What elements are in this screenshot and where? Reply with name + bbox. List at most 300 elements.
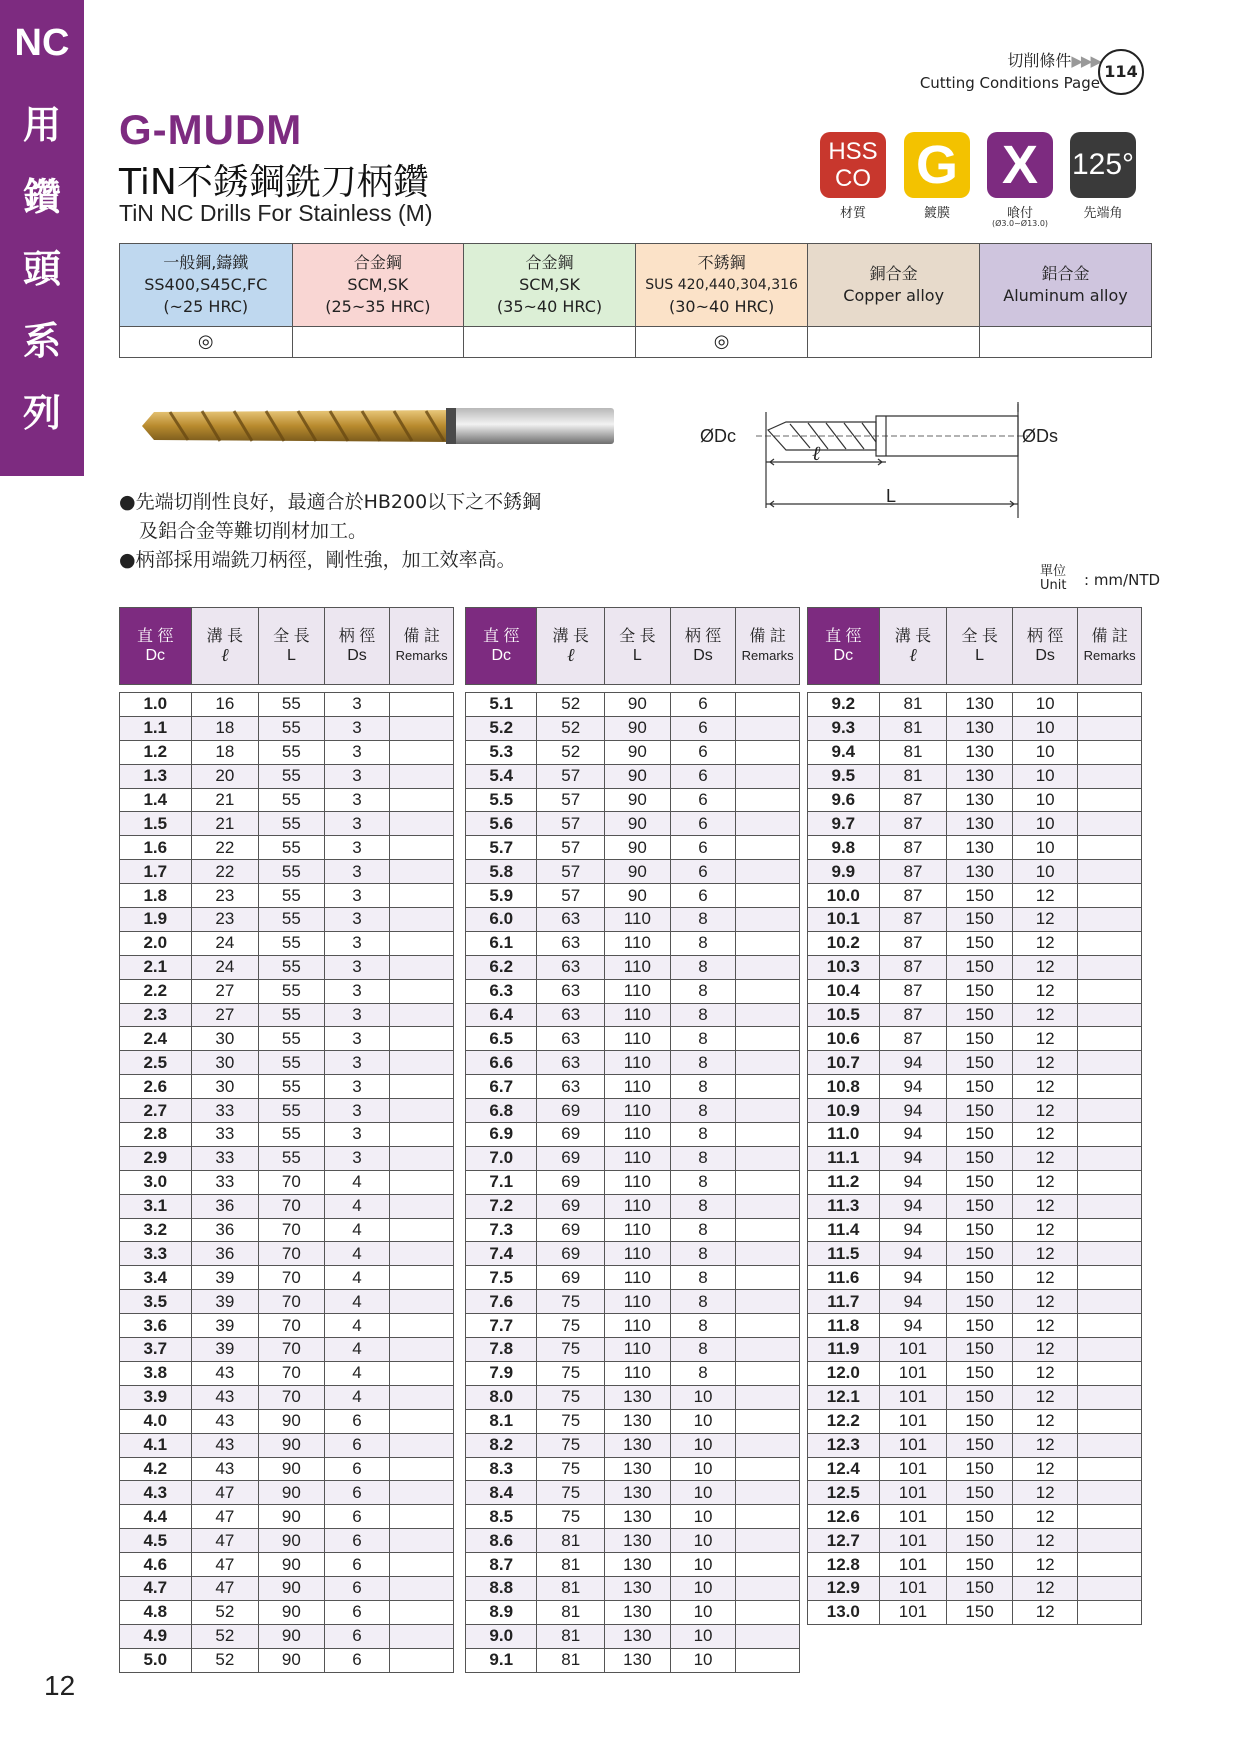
shank-diameter-cell: 10: [670, 1505, 736, 1529]
overall-length-cell: 70: [259, 1338, 325, 1362]
overall-length-cell: 90: [604, 716, 670, 740]
table-row: [466, 1003, 800, 1027]
column-header-zh: 全 長: [273, 628, 310, 645]
table-row: [466, 1600, 800, 1624]
diameter-cell: 8.8: [466, 1576, 537, 1600]
shank-diameter-cell: 6: [670, 716, 736, 740]
remarks-cell: [390, 1146, 454, 1170]
diameter-cell: 2.9: [120, 1146, 192, 1170]
shank-diameter-cell: 12: [1012, 1433, 1077, 1457]
remarks-cell: [736, 1314, 800, 1338]
diameter-cell: 4.7: [120, 1576, 192, 1600]
diameter-cell: 6.2: [466, 955, 537, 979]
diameter-cell: 2.1: [120, 955, 192, 979]
overall-length-cell: 150: [947, 955, 1013, 979]
overall-length-cell: 150: [947, 1338, 1013, 1362]
table-row: [808, 1027, 1142, 1051]
shank-diameter-cell: 3: [324, 1075, 390, 1099]
shank-diameter-cell: 8: [670, 1242, 736, 1266]
diameter-cell: 2.2: [120, 979, 192, 1003]
flute-length-cell: 69: [537, 1266, 604, 1290]
remarks-cell: [736, 908, 800, 932]
diameter-cell: 3.9: [120, 1385, 192, 1409]
table-row: [808, 884, 1142, 908]
table-header-row: [120, 608, 454, 685]
overall-length-cell: 110: [604, 1170, 670, 1194]
remarks-cell: [736, 1433, 800, 1457]
remarks-cell: [736, 1481, 800, 1505]
remarks-cell: [390, 788, 454, 812]
remarks-cell: [1078, 931, 1142, 955]
shank-diameter-cell: 12: [1012, 1361, 1077, 1385]
overall-length-cell: 130: [604, 1553, 670, 1577]
diameter-cell: 5.9: [466, 884, 537, 908]
material-suitability: [979, 327, 1151, 358]
material-suitability: [464, 327, 636, 358]
remarks-cell: [736, 1361, 800, 1385]
header-separator: [120, 685, 454, 693]
overall-length-cell: 150: [947, 908, 1013, 932]
remarks-cell: [1078, 1529, 1142, 1553]
table-row: [120, 1481, 454, 1505]
remarks-cell: [736, 1409, 800, 1433]
diameter-cell: 10.3: [808, 955, 880, 979]
drill-image: [140, 398, 640, 454]
overall-length-cell: 150: [947, 1051, 1013, 1075]
material-spec: SCM,SK: [347, 275, 409, 294]
table-row: [466, 1099, 800, 1123]
column-header: [1078, 608, 1142, 685]
flute-length-cell: 87: [879, 788, 947, 812]
shank-diameter-cell: 3: [324, 812, 390, 836]
column-header-zh: 直 徑: [483, 628, 520, 645]
shank-diameter-cell: 4: [324, 1290, 390, 1314]
diameter-cell: 5.0: [120, 1648, 192, 1672]
overall-length-cell: 110: [604, 908, 670, 932]
remarks-cell: [390, 1457, 454, 1481]
shank-diameter-cell: 10: [670, 1457, 736, 1481]
flute-length-cell: 22: [191, 860, 259, 884]
table-row: [466, 1266, 800, 1290]
overall-length-cell: 55: [259, 931, 325, 955]
shank-diameter-cell: 12: [1012, 1314, 1077, 1338]
material-spec: SCM,SK: [519, 275, 580, 294]
diameter-cell: 8.3: [466, 1457, 537, 1481]
product-code: G-MUDM: [119, 106, 303, 153]
diameter-cell: 9.0: [466, 1624, 537, 1648]
shank-diameter-cell: 3: [324, 1123, 390, 1147]
remarks-cell: [1078, 1314, 1142, 1338]
table-row: [466, 1338, 800, 1362]
table-row: [808, 1170, 1142, 1194]
overall-length-cell: 130: [604, 1457, 670, 1481]
shank-diameter-cell: 3: [324, 788, 390, 812]
diameter-cell: 6.5: [466, 1027, 537, 1051]
diameter-cell: 8.5: [466, 1505, 537, 1529]
shank-diameter-cell: 3: [324, 860, 390, 884]
remarks-cell: [736, 1505, 800, 1529]
diameter-cell: 10.4: [808, 979, 880, 1003]
cutting-conditions-link[interactable]: [920, 50, 1100, 94]
shank-diameter-cell: 6: [324, 1576, 390, 1600]
cutting-conditions-en: Cutting Conditions Page: [919, 74, 1100, 92]
overall-length-cell: 55: [259, 1123, 325, 1147]
table-row: [808, 836, 1142, 860]
diameter-cell: 11.3: [808, 1194, 880, 1218]
table-row: [466, 1146, 800, 1170]
table-row: [808, 1481, 1142, 1505]
column-header: [736, 608, 800, 685]
remarks-cell: [736, 1194, 800, 1218]
overall-length-cell: 110: [604, 979, 670, 1003]
remarks-cell: [390, 836, 454, 860]
diameter-cell: 10.9: [808, 1099, 880, 1123]
remarks-cell: [1078, 716, 1142, 740]
diameter-cell: 6.4: [466, 1003, 537, 1027]
overall-length-cell: 130: [947, 812, 1013, 836]
column-header-zh: 直 徑: [825, 628, 862, 645]
column-header-en: Remarks: [1083, 648, 1136, 663]
remarks-cell: [390, 1194, 454, 1218]
diameter-cell: 7.0: [466, 1146, 537, 1170]
diameter-cell: 12.6: [808, 1505, 880, 1529]
remarks-cell: [390, 860, 454, 884]
overall-length-cell: 55: [259, 1003, 325, 1027]
table-row: [466, 764, 800, 788]
remarks-cell: [1078, 1290, 1142, 1314]
shank-diameter-cell: 4: [324, 1242, 390, 1266]
diameter-cell: 2.7: [120, 1099, 192, 1123]
page-number: 12: [44, 1670, 76, 1701]
overall-length-cell: 150: [947, 979, 1013, 1003]
remarks-cell: [1078, 740, 1142, 764]
table-row: [120, 1338, 454, 1362]
cutting-conditions-page-number[interactable]: 114: [1098, 49, 1144, 95]
diameter-cell: 8.9: [466, 1600, 537, 1624]
table-row: [466, 955, 800, 979]
table-row: [120, 1075, 454, 1099]
diameter-cell: 6.3: [466, 979, 537, 1003]
material-hrc: (35~40 HRC): [496, 297, 603, 316]
diameter-cell: 9.8: [808, 836, 880, 860]
diameter-cell: 9.9: [808, 860, 880, 884]
diameter-cell: 3.8: [120, 1361, 192, 1385]
feature-list: [119, 488, 541, 575]
overall-length-cell: 55: [259, 764, 325, 788]
diameter-cell: 9.5: [808, 764, 880, 788]
shank-diameter-cell: 6: [670, 836, 736, 860]
overall-length-cell: 130: [604, 1648, 670, 1672]
overall-length-cell: 90: [259, 1576, 325, 1600]
overall-length-cell: 70: [259, 1242, 325, 1266]
diameter-cell: 12.1: [808, 1385, 880, 1409]
column-header: [879, 608, 947, 685]
table-row: [808, 740, 1142, 764]
diameter-cell: 12.4: [808, 1457, 880, 1481]
diameter-cell: 5.1: [466, 693, 537, 717]
overall-length-cell: 110: [604, 1314, 670, 1338]
diameter-cell: 9.3: [808, 716, 880, 740]
column-header-zh: 備 註: [403, 628, 440, 645]
overall-length-cell: 150: [947, 1409, 1013, 1433]
remarks-cell: [736, 1123, 800, 1147]
overall-length-cell: 150: [947, 1433, 1013, 1457]
badge-sub: (Ø3.0~Ø13.0): [991, 219, 1049, 228]
shank-diameter-cell: 12: [1012, 1409, 1077, 1433]
shank-diameter-cell: 8: [670, 1146, 736, 1170]
table-row: [120, 1576, 454, 1600]
flute-length-cell: 57: [537, 860, 604, 884]
shank-diameter-cell: 3: [324, 884, 390, 908]
diameter-cell: 7.1: [466, 1170, 537, 1194]
flute-length-cell: 94: [879, 1194, 947, 1218]
shank-diameter-cell: 6: [324, 1529, 390, 1553]
shank-diameter-cell: 12: [1012, 955, 1077, 979]
overall-length-cell: 150: [947, 884, 1013, 908]
shank-diameter-cell: 6: [324, 1481, 390, 1505]
table-row: [808, 1576, 1142, 1600]
flute-length-cell: 33: [191, 1099, 259, 1123]
diameter-cell: 2.5: [120, 1051, 192, 1075]
flute-length-cell: 81: [879, 740, 947, 764]
table-row: [466, 1481, 800, 1505]
diameter-cell: 12.0: [808, 1361, 880, 1385]
flute-length-cell: 63: [537, 1027, 604, 1051]
table-row: [120, 812, 454, 836]
shank-diameter-cell: 4: [324, 1385, 390, 1409]
remarks-cell: [736, 1266, 800, 1290]
table-row: [120, 1266, 454, 1290]
table-row: [120, 1433, 454, 1457]
material-suitability: ◎: [120, 327, 293, 358]
remarks-cell: [1078, 1218, 1142, 1242]
table-row: [466, 1385, 800, 1409]
flute-length-cell: 94: [879, 1218, 947, 1242]
overall-length-cell: 130: [947, 860, 1013, 884]
shank-diameter-cell: 12: [1012, 1505, 1077, 1529]
flute-length-cell: 39: [191, 1266, 259, 1290]
remarks-cell: [390, 1027, 454, 1051]
remarks-cell: [390, 1338, 454, 1362]
flute-length-cell: 22: [191, 836, 259, 860]
shank-diameter-cell: 12: [1012, 1266, 1077, 1290]
table-row: [120, 1099, 454, 1123]
diameter-cell: 11.4: [808, 1218, 880, 1242]
remarks-cell: [390, 740, 454, 764]
overall-length-cell: 90: [259, 1624, 325, 1648]
table-row: [466, 1529, 800, 1553]
diameter-cell: 12.8: [808, 1553, 880, 1577]
diameter-cell: 6.8: [466, 1099, 537, 1123]
flute-length-cell: 69: [537, 1218, 604, 1242]
overall-length-cell: 150: [947, 1099, 1013, 1123]
shank-diameter-cell: 6: [670, 693, 736, 717]
diameter-cell: 2.0: [120, 931, 192, 955]
overall-length-cell: 150: [947, 1600, 1013, 1624]
table-row: [466, 931, 800, 955]
overall-length-cell: 130: [604, 1409, 670, 1433]
column-header: [1012, 608, 1077, 685]
flute-length-cell: 101: [879, 1338, 947, 1362]
table-row: [120, 1385, 454, 1409]
diameter-cell: 8.7: [466, 1553, 537, 1577]
overall-length-cell: 70: [259, 1361, 325, 1385]
shank-diameter-cell: 8: [670, 1123, 736, 1147]
flute-length-cell: 52: [537, 716, 604, 740]
remarks-cell: [1078, 1361, 1142, 1385]
table-row: [466, 1433, 800, 1457]
shank-diameter-cell: 3: [324, 693, 390, 717]
badge-label: 喰付: [1006, 206, 1033, 221]
unit-value: : mm/NTD: [1084, 571, 1161, 589]
shank-diameter-cell: 10: [670, 1529, 736, 1553]
diameter-cell: 3.7: [120, 1338, 192, 1362]
shank-diameter-cell: 6: [324, 1600, 390, 1624]
diameter-cell: 10.0: [808, 884, 880, 908]
overall-length-cell: 55: [259, 812, 325, 836]
table-row: [120, 979, 454, 1003]
flute-length-cell: 21: [191, 812, 259, 836]
column-header-zh: 全 長: [619, 628, 656, 645]
flute-length-cell: 43: [191, 1385, 259, 1409]
shank-diameter-cell: 12: [1012, 1242, 1077, 1266]
flute-length-cell: 75: [537, 1409, 604, 1433]
column-header-zh: 直 徑: [137, 628, 174, 645]
remarks-cell: [1078, 1027, 1142, 1051]
shank-diameter-cell: 8: [670, 955, 736, 979]
flute-length-cell: 36: [191, 1218, 259, 1242]
table-header-row: [466, 608, 800, 685]
flute-length-cell: 30: [191, 1027, 259, 1051]
flute-length-cell: 69: [537, 1146, 604, 1170]
remarks-cell: [736, 1051, 800, 1075]
arrow-icons: ▶▶▶: [1071, 52, 1100, 70]
table-row: [808, 979, 1142, 1003]
diameter-cell: 1.9: [120, 908, 192, 932]
overall-length-cell: 55: [259, 1051, 325, 1075]
remarks-cell: [1078, 955, 1142, 979]
table-row: [808, 693, 1142, 717]
shank-diameter-cell: 12: [1012, 1481, 1077, 1505]
remarks-cell: [736, 1648, 800, 1672]
shank-diameter-cell: 8: [670, 1290, 736, 1314]
overall-length-cell: 150: [947, 1505, 1013, 1529]
overall-length-cell: 150: [947, 1242, 1013, 1266]
flute-length-cell: 81: [537, 1600, 604, 1624]
overall-length-cell: 110: [604, 1003, 670, 1027]
flute-length-cell: 63: [537, 1051, 604, 1075]
table-row: [808, 1433, 1142, 1457]
shank-diameter-cell: 12: [1012, 1170, 1077, 1194]
flute-length-cell: 69: [537, 1194, 604, 1218]
diameter-cell: 3.2: [120, 1218, 192, 1242]
shank-diameter-cell: 12: [1012, 1146, 1077, 1170]
table-row: [808, 812, 1142, 836]
remarks-cell: [736, 1218, 800, 1242]
shank-diameter-cell: 10: [1012, 716, 1077, 740]
shank-diameter-cell: 12: [1012, 1003, 1077, 1027]
table-row: [808, 1553, 1142, 1577]
column-header-zh: 全 長: [961, 628, 998, 645]
diameter-cell: 11.9: [808, 1338, 880, 1362]
flute-length-cell: 57: [537, 812, 604, 836]
shank-diameter-cell: 12: [1012, 1027, 1077, 1051]
overall-length-cell: 90: [259, 1505, 325, 1529]
diameter-cell: 7.5: [466, 1266, 537, 1290]
table-row: [466, 1505, 800, 1529]
column-header-en: Remarks: [741, 648, 794, 663]
badge-2: [987, 132, 1053, 198]
overall-length-cell: 55: [259, 836, 325, 860]
diameter-cell: 5.2: [466, 716, 537, 740]
remarks-cell: [1078, 1385, 1142, 1409]
column-header: [120, 608, 192, 685]
flute-length-cell: 52: [191, 1624, 259, 1648]
column-header-en: Dc: [833, 647, 854, 664]
material-spec: Copper alloy: [843, 286, 945, 305]
shank-diameter-cell: 6: [324, 1553, 390, 1577]
shank-diameter-cell: 3: [324, 1003, 390, 1027]
shank-diameter-cell: 8: [670, 1027, 736, 1051]
spec-table-3: [807, 607, 1142, 1625]
column-header-zh: 備 註: [1091, 628, 1128, 645]
flute-length-cell: 75: [537, 1338, 604, 1362]
overall-length-cell: 90: [604, 836, 670, 860]
remarks-cell: [736, 979, 800, 1003]
overall-length-cell: 150: [947, 1003, 1013, 1027]
remarks-cell: [1078, 693, 1142, 717]
column-header-en: ℓ: [221, 645, 229, 665]
diameter-cell: 10.1: [808, 908, 880, 932]
shank-diameter-cell: 3: [324, 979, 390, 1003]
table-row: [120, 1003, 454, 1027]
table-row: [120, 1051, 454, 1075]
flute-length-cell: 47: [191, 1553, 259, 1577]
remarks-cell: [1078, 1123, 1142, 1147]
shank-diameter-cell: 8: [670, 1099, 736, 1123]
shank-diameter-cell: 8: [670, 1003, 736, 1027]
diameter-cell: 2.4: [120, 1027, 192, 1051]
flute-length-cell: 24: [191, 931, 259, 955]
remarks-cell: [390, 1075, 454, 1099]
remarks-cell: [390, 1314, 454, 1338]
table-row: [120, 1553, 454, 1577]
table-row: [466, 1648, 800, 1672]
shank-diameter-cell: 10: [1012, 860, 1077, 884]
diameter-cell: 5.6: [466, 812, 537, 836]
remarks-cell: [1078, 1338, 1142, 1362]
diameter-cell: 1.8: [120, 884, 192, 908]
column-header-en: Ds: [693, 647, 713, 664]
flute-length-cell: 87: [879, 955, 947, 979]
overall-length-cell: 90: [259, 1409, 325, 1433]
remarks-cell: [736, 1624, 800, 1648]
shank-diameter-cell: 10: [670, 1648, 736, 1672]
overall-length-cell: 110: [604, 1051, 670, 1075]
diameter-cell: 8.2: [466, 1433, 537, 1457]
column-header-en: ℓ: [909, 645, 917, 665]
table-row: [466, 788, 800, 812]
material-suitability: ◎: [635, 327, 807, 358]
table-row: [466, 1242, 800, 1266]
flute-length-cell: 69: [537, 1170, 604, 1194]
flute-length-cell: 47: [191, 1576, 259, 1600]
table-row: [466, 1624, 800, 1648]
overall-length-cell: 130: [604, 1481, 670, 1505]
overall-length-cell: 90: [259, 1457, 325, 1481]
flute-length-cell: 75: [537, 1290, 604, 1314]
overall-length-cell: 55: [259, 1099, 325, 1123]
